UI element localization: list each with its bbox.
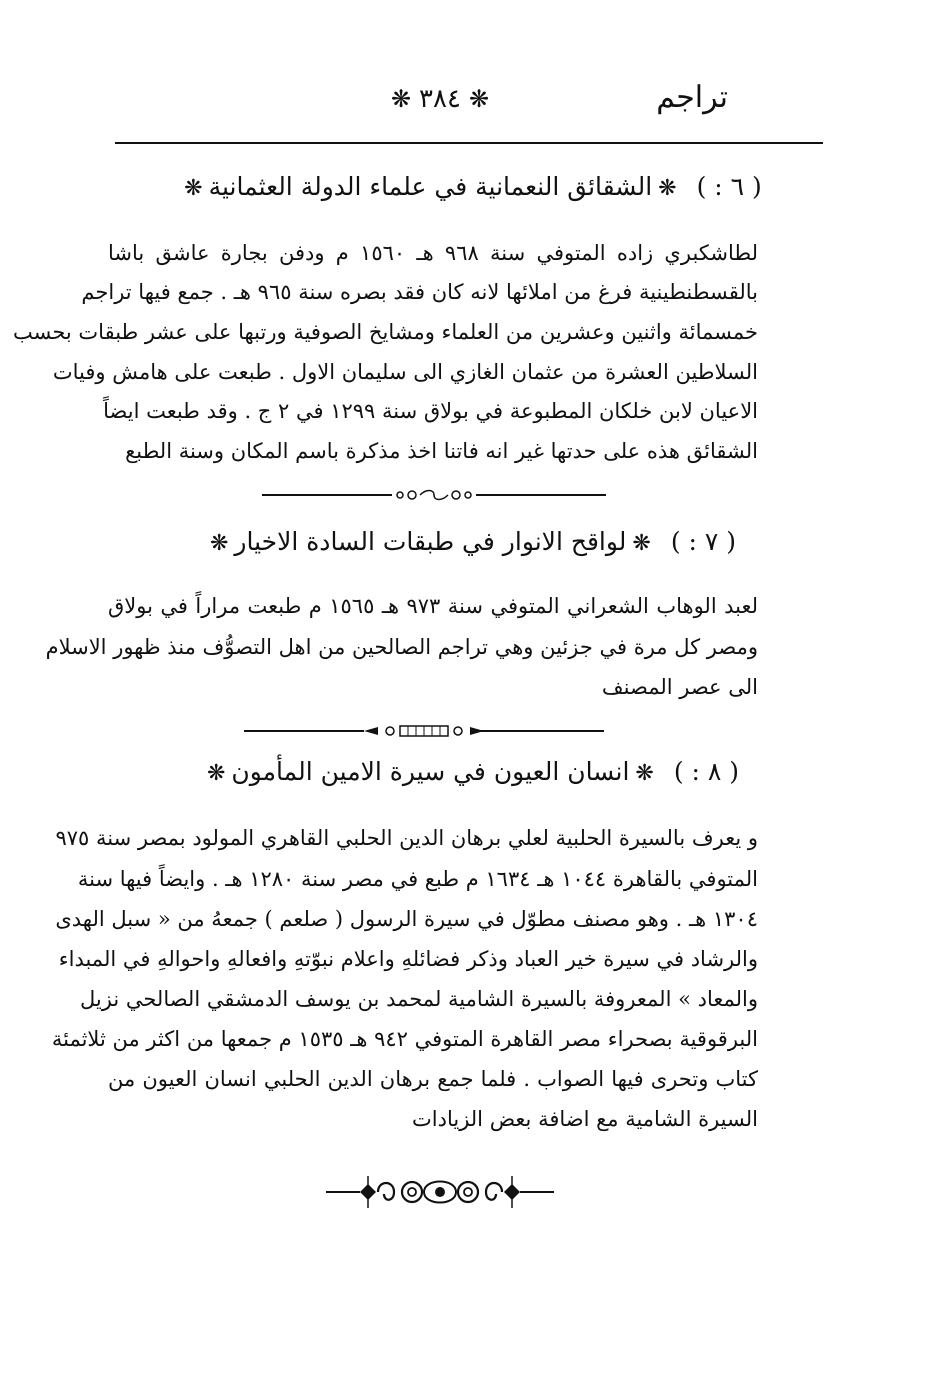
flower-ornament-icon: ❋ <box>658 176 677 201</box>
flower-ornament-icon: ❋ <box>635 761 654 786</box>
entry-heading <box>120 527 820 556</box>
text-line: والمعاد » المعروفة بالسيرة الشامية لمحمد بن يوسف الدمشقي الصالحي نزيل <box>80 987 758 1011</box>
text-line: السيرة الشامية مع اضافة بعض الزيادات <box>412 1107 758 1131</box>
entry-heading <box>120 757 820 786</box>
flower-ornament-icon: ❋ <box>390 85 412 113</box>
entry-number: ( ٦ : ) <box>696 172 762 201</box>
text-line: البرقوقية بصحراء مصر القاهرة المتوفي ٩٤٢ هـ ١٥٣٥ م جمعها من اكثر من ثلاثمئة <box>51 1027 758 1051</box>
text-line: ومصر كل مرة في جزئين وهي تراجم الصالحين من اهل التصوُّف منذ ظهور الاسلام <box>45 635 758 659</box>
running-title: تراجم <box>656 80 728 115</box>
text-line: الشقائق هذه على حدتها غير انه فاتنا اخذ مذكرة باسم المكان وسنة الطبع <box>125 439 758 463</box>
text-line: لطاشكبري زاده المتوفي سنة ٩٦٨ هـ ١٥٦٠ م ودفن بجارة عاشق باشا <box>108 241 759 265</box>
entry-title: انسان العيون في سيرة الامين المأمون <box>231 757 630 786</box>
entry-title: لواقح الانوار في طبقات السادة الاخيار <box>234 527 627 556</box>
flower-ornament-icon: ❋ <box>184 176 203 201</box>
text-line: كتاب وتحرى فيها الصواب . فلما جمع برهان الدين الحلبي انسان العيون من <box>108 1067 758 1091</box>
text-line: ١٣٠٤ هـ . وهو مصنف مطوّل في سيرة الرسول ( صلعم ) جمعهُ من « سبل الهدى <box>55 907 758 931</box>
flower-ornament-icon: ❋ <box>468 85 490 113</box>
text-line: المتوفي بالقاهرة ١٠٤٤ هـ ١٦٣٤ م طبع في مصر سنة ١٢٨٠ هـ . وايضاً فيها سنة <box>77 867 758 891</box>
text-line: لعبد الوهاب الشعراني المتوفي سنة ٩٧٣ هـ ١٥٦٥ م طبعت مراراً في بولاق <box>108 594 758 618</box>
text-line: السلاطين العشرة من عثمان الغازي الى سليمان الاول . طبعت على هامش وفيات <box>52 360 758 384</box>
text-line: خمسمائة واثنين وعشرين من العلماء ومشايخ الصوفية ورتبها على عشر طبقات بحسب <box>12 320 758 344</box>
text-line: الاعيان لابن خلكان المطبوعة في بولاق سنة ١٢٩٩ في ٢ ج . وقد طبعت ايضاً <box>103 399 758 423</box>
section-divider <box>262 488 606 502</box>
text-line: و يعرف بالسيرة الحلبية لعلي برهان الدين الحلبي القاهري المولود بمصر سنة ٩٧٥ <box>55 826 758 850</box>
flower-ornament-icon: ❋ <box>632 531 651 556</box>
entry-heading <box>120 172 820 201</box>
flower-ornament-icon: ❋ <box>206 761 226 786</box>
entry-number: ( ٧ : ) <box>670 527 737 556</box>
text-line: بالقسطنطينية فرغ من املائها لانه كان فقد بصره سنة ٩٦٥ هـ . جمع فيها تراجم <box>81 280 758 304</box>
end-ornament-icon <box>320 1170 560 1214</box>
entry-title: الشقائق النعمانية في علماء الدولة العثمانية <box>208 172 653 201</box>
page-number-header <box>330 84 550 114</box>
text-line: الى عصر المصنف <box>601 675 758 699</box>
section-divider <box>244 724 604 738</box>
header-rule <box>115 142 823 144</box>
page-number: ٣٨٤ <box>419 84 461 114</box>
text-line: والرشاد في سيرة خير العباد وذكر فضائلهِ واعلام نبوّتهِ وافعالهِ واحوالهِ في المبداء <box>58 947 758 971</box>
entry-number: ( ٨ : ) <box>673 757 740 786</box>
flower-ornament-icon: ❋ <box>209 531 229 556</box>
